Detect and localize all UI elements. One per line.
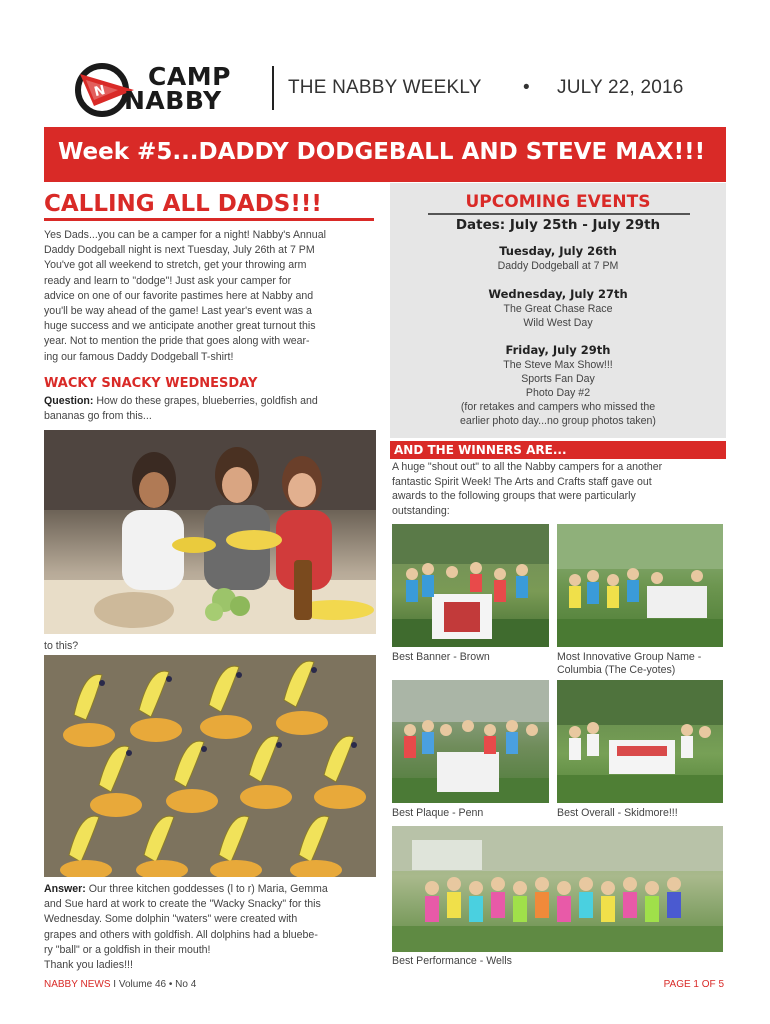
event-item: (for retakes and campers who missed the	[460, 401, 656, 413]
events-date-range: Dates: July 25th - July 29th	[455, 217, 661, 233]
caption-line: Columbia (The Ce-yotes)	[557, 664, 676, 676]
article-line: Daddy Dodgeball night is next Tuesday, July 26th at 7 PM	[44, 244, 315, 257]
caption-group-name	[557, 651, 727, 677]
caption-best-overall: Best Overall - Skidmore!!!	[557, 807, 678, 819]
upcoming-events-box	[390, 183, 726, 438]
caption-best-banner: Best Banner - Brown	[392, 651, 490, 663]
answer-text-line: and Sue hard at work to create the "Wacky Snacky" for this	[44, 898, 321, 911]
event-item: Sports Fan Day	[521, 373, 595, 385]
article-line: You've got all weekend to stretch, get your throwing arm	[44, 259, 307, 272]
banana-dolphins-photo	[44, 655, 376, 877]
wacky-answer	[44, 882, 379, 973]
events-rule	[428, 213, 690, 215]
event-item: The Great Chase Race	[503, 303, 613, 315]
answer-text-line: Wednesday. Some dolphin "waters" were created with	[44, 913, 298, 926]
kitchen-staff-photo	[44, 430, 376, 634]
issue-date: JULY 22, 2016	[557, 77, 684, 98]
article-line: ready and learn to "dodge"! Just ask your camper for	[44, 274, 292, 287]
logo-word-camp: CAMP	[148, 62, 231, 91]
event-item: Photo Day #2	[525, 387, 591, 399]
week-banner	[44, 127, 726, 182]
event-day	[390, 286, 726, 330]
footer-publication-name: NABBY NEWS	[44, 979, 111, 990]
winners-line: fantastic Spirit Week! The Arts and Crafts staff gave out	[392, 475, 652, 488]
header-divider	[272, 66, 274, 110]
answer-text-line: grapes and others with goldfish. All dolphins had a bluebe-	[44, 928, 318, 941]
best-banner-photo	[392, 524, 549, 647]
event-item: The Steve Max Show!!!	[503, 359, 613, 371]
kitchen-photo-illustration	[44, 430, 376, 634]
event-item: Wild West Day	[523, 317, 593, 329]
footer-page-number: PAGE 1 OF 5	[663, 979, 724, 990]
week-title: Week #5...DADDY DODGEBALL AND STEVE MAX!!!	[58, 139, 706, 165]
group-photo-illustration	[557, 524, 723, 647]
group-photo-illustration	[392, 826, 723, 952]
best-plaque-photo	[392, 680, 549, 803]
wacky-question	[44, 394, 374, 424]
header-separator: •	[523, 77, 530, 98]
group-name-photo	[557, 524, 723, 647]
winners-intro	[392, 460, 722, 518]
group-photo-illustration	[392, 524, 549, 647]
question-label: Question:	[44, 395, 94, 407]
article-line: Yes Dads...you can be a camper for a night! Nabby's Annual	[44, 229, 326, 241]
event-item: Daddy Dodgeball at 7 PM	[497, 260, 619, 272]
best-performance-photo	[392, 826, 723, 952]
dolphins-photo-illustration	[44, 655, 376, 877]
article-line: advice on one of our favorite pastimes here at Nabby and	[44, 289, 314, 302]
event-day	[390, 243, 726, 273]
event-item: earlier photo day...no group photos taken)	[460, 415, 656, 427]
winners-line: A huge "shout out" to all the Nabby campers for a another	[392, 461, 663, 473]
answer-label: Answer:	[44, 883, 86, 895]
event-day-name: Tuesday, July 26th	[499, 244, 617, 258]
to-this-text: to this?	[44, 640, 79, 652]
footer-publication	[44, 979, 196, 990]
event-day	[390, 342, 726, 428]
event-day-name: Friday, July 29th	[505, 343, 611, 357]
article-line: you'll be way ahead of the game! Last year's event was a	[44, 305, 312, 318]
article-line: ing our famous Daddy Dodgeball T-shirt!	[44, 350, 234, 363]
article-line: year. Not to mention the pride that goes along with wear-	[44, 335, 310, 348]
upcoming-events-heading: UPCOMING EVENTS	[465, 192, 651, 212]
winners-heading: AND THE WINNERS ARE...	[394, 443, 567, 457]
footer-volume: I Volume 46 • No 4	[110, 979, 197, 990]
group-photo-illustration	[392, 680, 549, 803]
caption-line: Most Innovative Group Name -	[557, 651, 702, 663]
calling-dads-article	[44, 228, 374, 365]
wacky-snacky-heading: WACKY SNACKY WEDNESDAY	[44, 376, 258, 391]
svg-text:N: N	[92, 82, 107, 101]
caption-best-plaque: Best Plaque - Penn	[392, 807, 484, 819]
article-line: huge success and we anticipate another great turnout this	[44, 320, 316, 333]
answer-text-line: Our three kitchen goddesses (l to r) Maria, Gemma	[85, 883, 328, 895]
winners-line: outstanding:	[392, 504, 450, 517]
question-text: How do these grapes, blueberries, goldfish and	[93, 395, 318, 407]
question-text: bananas go from this...	[44, 410, 152, 422]
logo-word-nabby: NABBY	[124, 86, 222, 115]
best-overall-photo	[557, 680, 723, 803]
camp-logo	[72, 58, 262, 118]
winners-line: awards to the following groups that were particularly	[392, 490, 636, 503]
answer-text-line: ry "ball" or a goldfish in their mouth!	[44, 943, 211, 956]
event-day-name: Wednesday, July 27th	[488, 287, 628, 301]
heading-rule	[44, 218, 374, 221]
newsletter-name: THE NABBY WEEKLY	[288, 77, 482, 98]
winners-heading-bar	[390, 441, 726, 459]
calling-dads-heading: CALLING ALL DADS!!!	[44, 191, 322, 217]
caption-best-performance: Best Performance - Wells	[392, 955, 512, 967]
answer-text-line: Thank you ladies!!!	[44, 959, 133, 972]
group-photo-illustration	[557, 680, 723, 803]
